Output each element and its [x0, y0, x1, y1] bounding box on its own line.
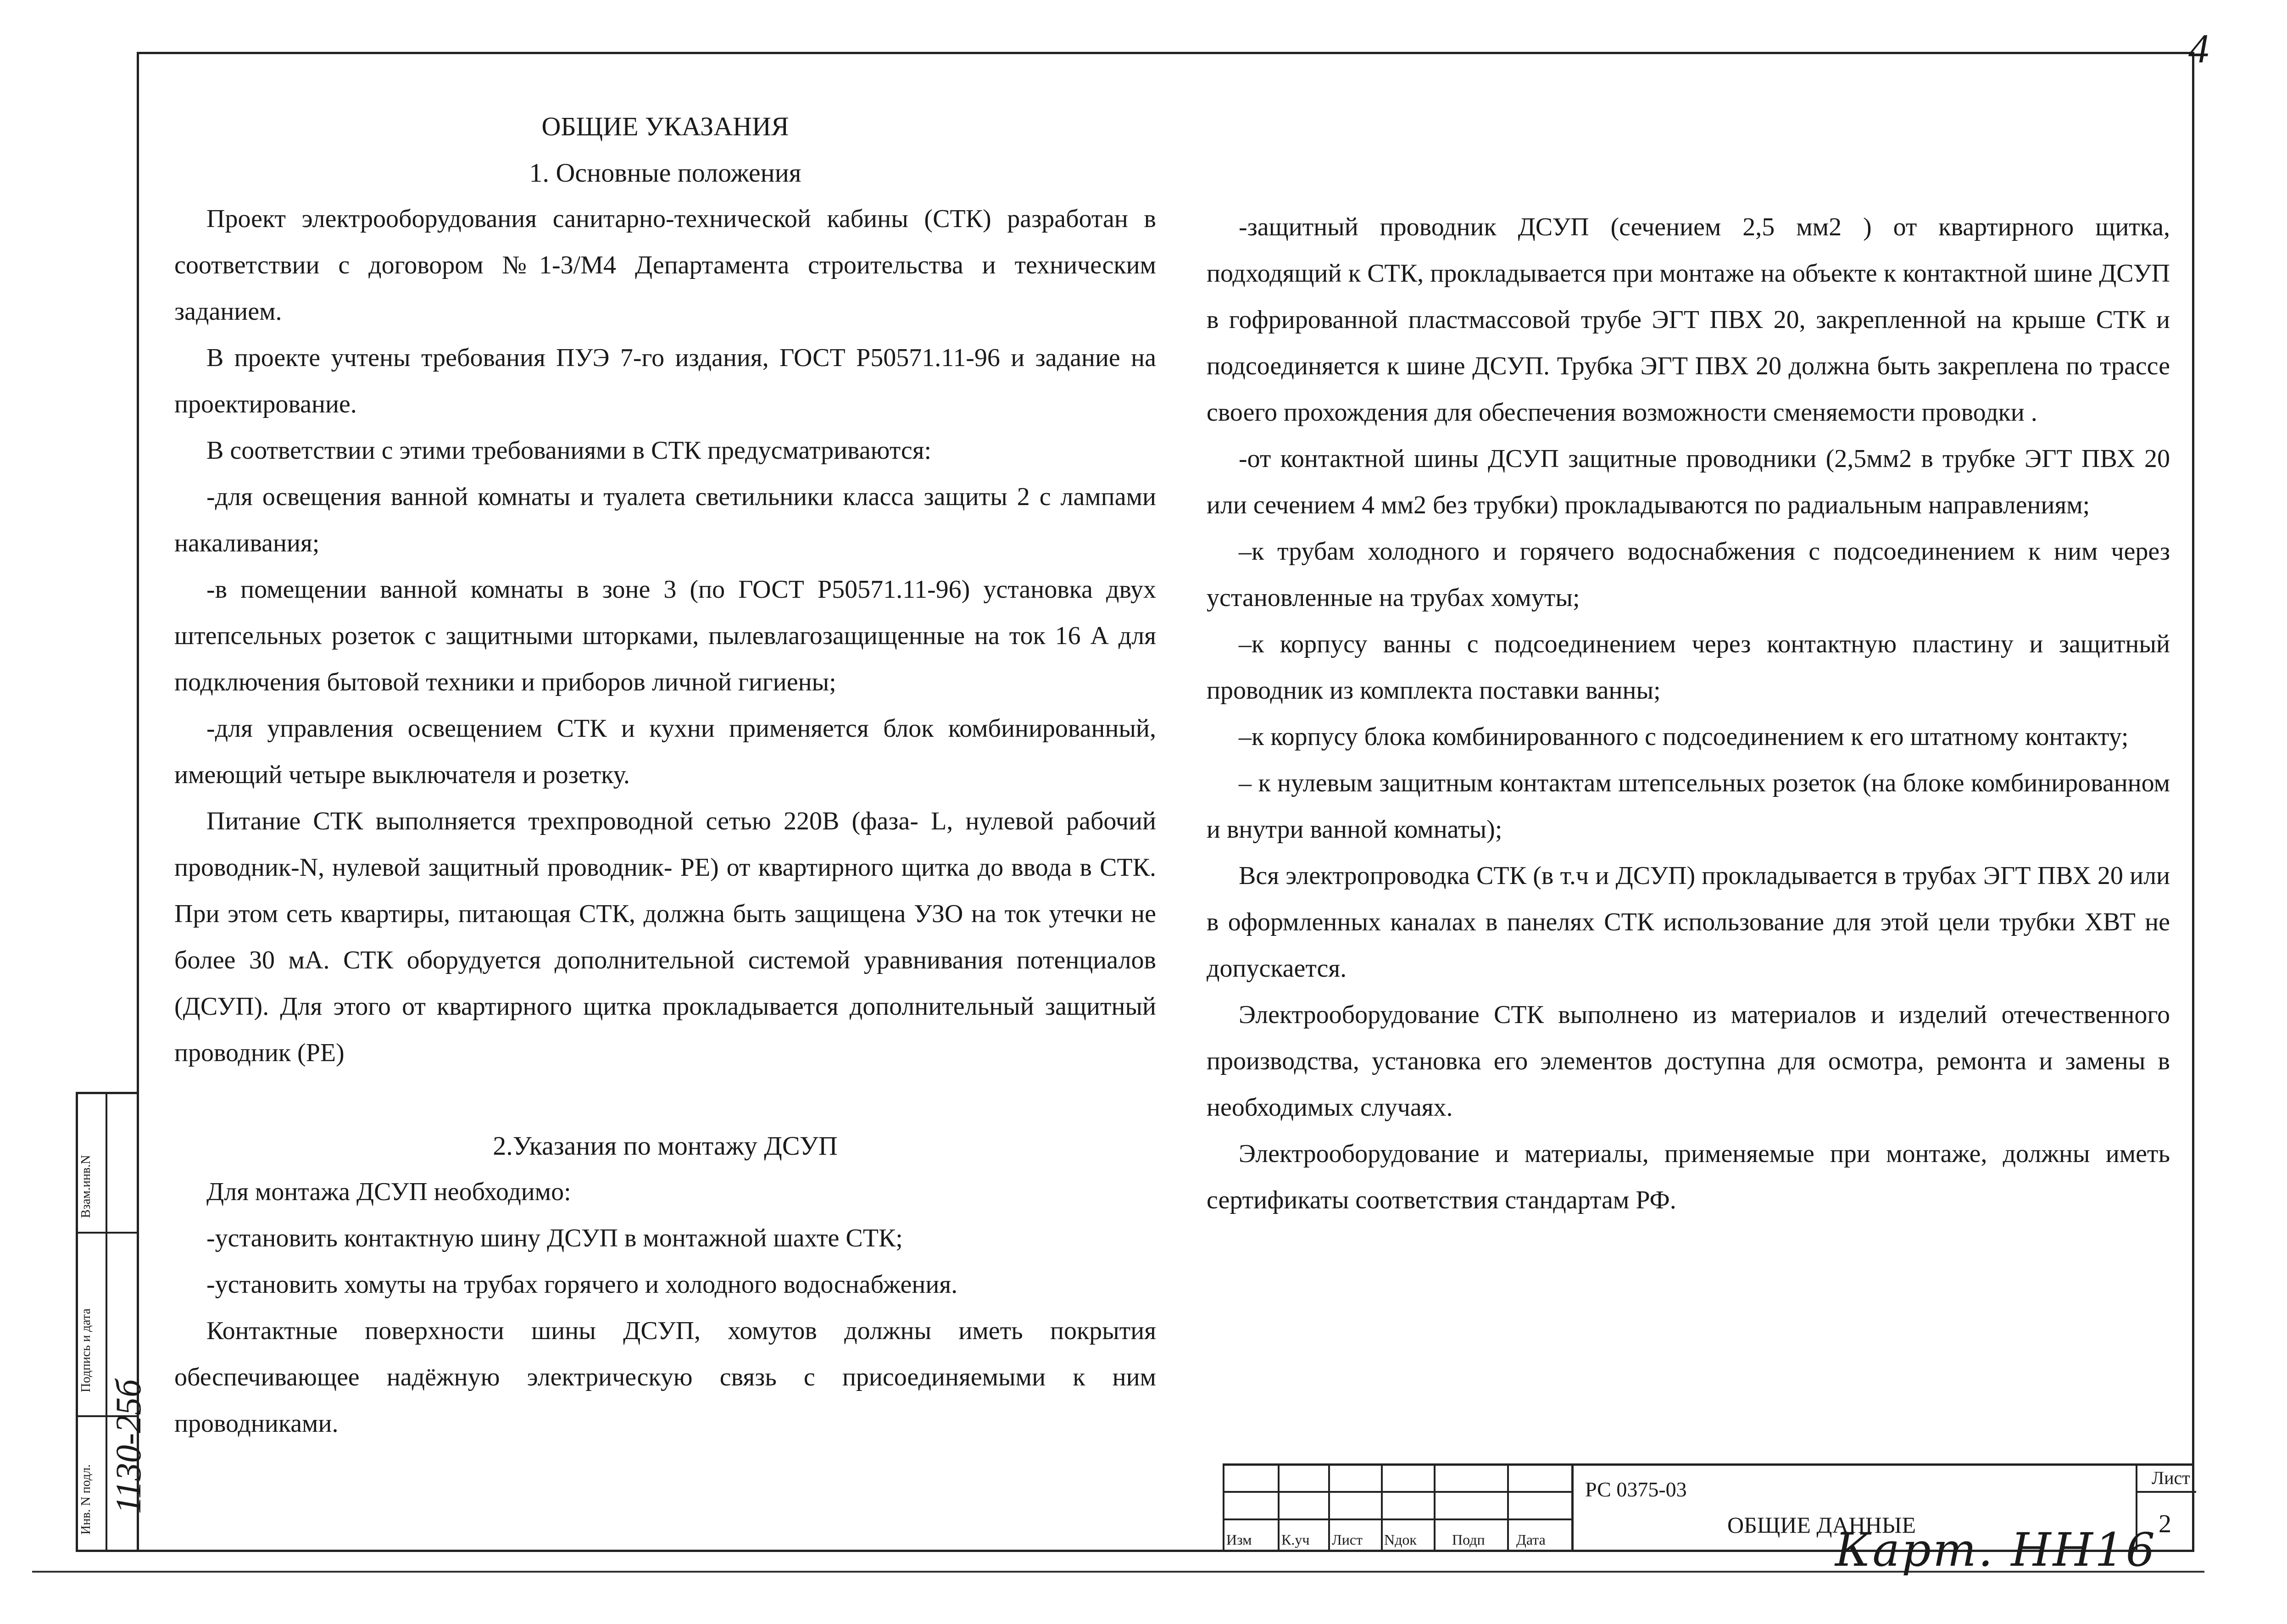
document-title: ОБЩИЕ ДАННЫЕ: [1727, 1512, 1916, 1538]
paragraph: Контактные поверхности шины ДСУП, хомутов должны иметь покрытия обеспечивающее надёжную электрическую связь с присоединяемыми к ним проводниками.: [174, 1317, 1156, 1438]
sheet-number: 2: [2159, 1510, 2171, 1538]
paragraph: Вся электропроводка СТК (в т.ч и ДСУП) прокладывается в трубах ЭГТ ПВХ 20 или в оформленных каналах в панелях СТК использование для этой цели трубки ХВТ не допускается.: [1207, 862, 2170, 983]
stamp-field-original-inv: Инв. N подл.: [79, 1464, 93, 1535]
paragraph: – к нулевым защитным контактам штепсельных розеток (на блоке комбинированном и внутри ванной комнаты);: [1207, 769, 2170, 844]
paragraph: В проекте учтены требования ПУЭ 7-го издания, ГОСТ Р50571.11-96 и задание на проектирование.: [174, 344, 1156, 418]
paragraph: -для управления освещением СТК и кухни применяется блок комбинированный, имеющий четыре выключателя и розетку.: [174, 714, 1156, 789]
document-code: РС 0375-03: [1585, 1478, 1687, 1501]
handwritten-note: Карт. НН16: [1835, 1523, 2157, 1577]
sheet-label: Лист: [2152, 1468, 2190, 1488]
stamp-field-signature-date: Подпись и дата: [79, 1308, 93, 1392]
paragraph: -установить контактную шину ДСУП в монтажной шахте СТК;: [206, 1224, 903, 1252]
col-change: Изм: [1226, 1531, 1252, 1548]
section1-heading: 1. Основные положения: [529, 158, 801, 188]
sheet-mark: 4: [2188, 26, 2209, 72]
left-column: [174, 103, 1156, 1447]
col-signature: Подп: [1452, 1531, 1485, 1548]
inventory-number: 1130-25б: [108, 1379, 148, 1514]
paragraph: –к корпусу блока комбинированного с подсоединением к его штатному контакту;: [1239, 723, 2129, 751]
stamp-divider: [78, 1232, 137, 1234]
paragraph: Электрооборудование СТК выполнено из материалов и изделий отечественного производства, установка его элементов доступна для осмотра, ремонта и замены в необходимых случаях.: [1207, 1001, 2170, 1122]
col-doc-no: Nдок: [1384, 1531, 1417, 1548]
paragraph: –к корпусу ванны с подсоединением через контактную пластину и защитный проводник из комплекта поставки ванны;: [1207, 630, 2170, 705]
paragraph: Электрооборудование и материалы, применяемые при монтаже, должны иметь сертификаты соответствия стандартам РФ.: [1207, 1140, 2170, 1214]
paragraph: -от контактной шины ДСУП защитные проводники (2,5мм2 в трубке ЭГТ ПВХ 20 или сечением 4 мм2 без трубки) прокладываются по радиальным направлениям;: [1207, 445, 2170, 519]
col-sheet: Лист: [1332, 1531, 1363, 1548]
paragraph: –к трубам холодного и горячего водоснабжения с подсоединением к ним через установленные на трубах хомуты;: [1207, 537, 2170, 612]
paragraph: В соответствии с этими требованиями в СТК предусматриваются:: [206, 436, 932, 465]
paragraph: -в помещении ванной комнаты в зоне 3 (по ГОСТ Р50571.11-96) установка двух штепсельных розеток с защитными шторками, пылевлагозащищенные на ток 16 А для подключения бытовой техники и приборов личной гигиены;: [174, 575, 1156, 696]
paragraph: -защитный проводник ДСУП (сечением 2,5 мм2 ) от квартирного щитка, подходящий к СТК, прокладывается при монтаже на объекте к контактной шине ДСУП в гофрированной пластмассовой трубе ЭГТ ПВХ 20, закрепленной на крыше СТК и подсоединяется к шине ДСУП. Трубка ЭГТ ПВХ 20 должна быть закреплена по трассе своего прохождения для обеспечения возможности сменяемости проводки .: [1207, 213, 2170, 427]
right-column: [1207, 204, 2170, 1224]
col-qty: К.уч: [1281, 1531, 1310, 1548]
paragraph: -для освещения ванной комнаты и туалета светильники класса защиты 2 с лампами накаливания;: [174, 483, 1156, 557]
section2-heading: 2.Указания по монтажу ДСУП: [493, 1131, 838, 1161]
col-date: Дата: [1516, 1531, 1546, 1548]
title-block-divider: [1571, 1463, 1574, 1552]
paragraph: -установить хомуты на трубах горячего и холодного водоснабжения.: [206, 1270, 958, 1299]
page-title: ОБЩИЕ УКАЗАНИЯ: [541, 111, 789, 141]
paragraph: Проект электрооборудования санитарно-технической кабины (СТК) разработан в соответствии с договором №1-3/М4 Департамента строительства и техническим заданием.: [174, 205, 1156, 326]
stamp-field-replaced-inv: Взам.инв.N: [79, 1155, 93, 1218]
paragraph: Питание СТК выполняется трехпроводной сетью 220В (фаза- L, нулевой рабочий проводник-N, нулевой защитный проводник- РЕ) от квартирного щитка до ввода в СТК. При этом сеть квартиры, питающая СТК, должна быть защищена УЗО на ток утечки не более 30 мА. СТК оборудуется дополнительной системой уравнивания потенциалов (ДСУП). Для этого от квартирного щитка прокладывается дополнительный защитный проводник (РЕ): [174, 807, 1156, 1067]
paragraph: Для монтажа ДСУП необходимо:: [206, 1178, 571, 1206]
